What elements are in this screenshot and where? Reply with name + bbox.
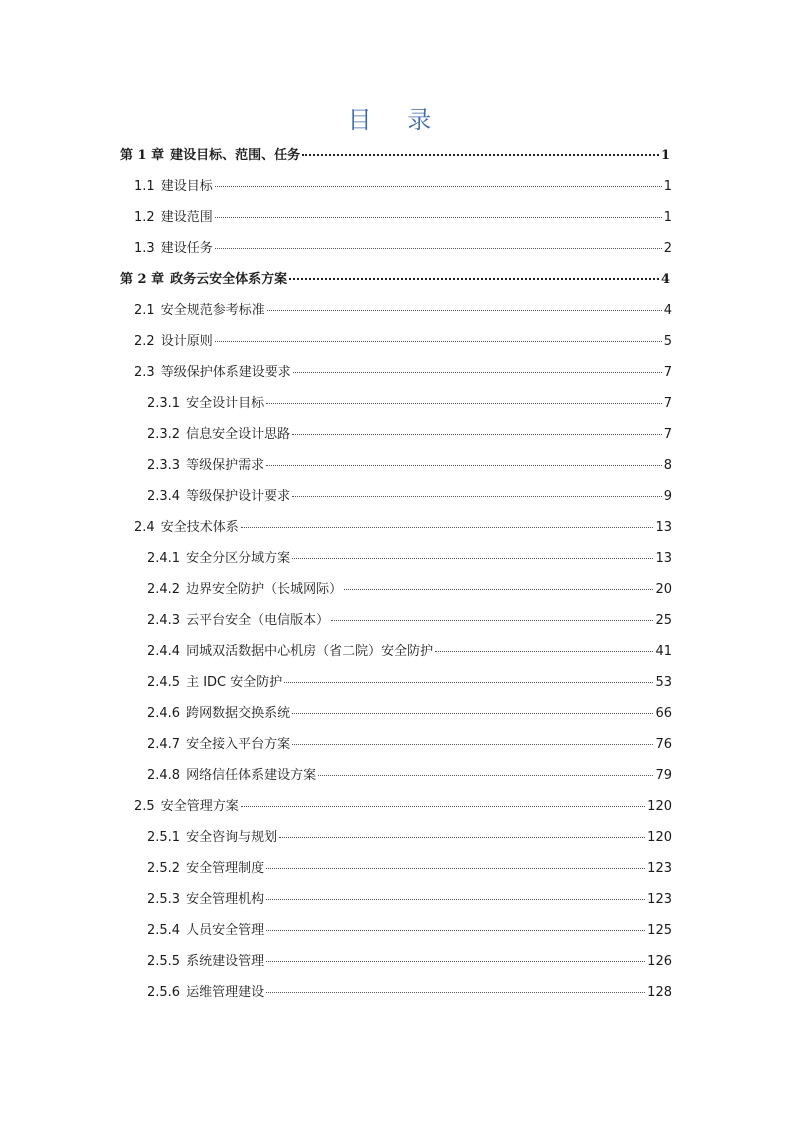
- dot-leader: [435, 651, 653, 652]
- toc-page-number: 9: [663, 489, 672, 504]
- toc-entry-number: 2.4.3: [147, 613, 181, 628]
- toc-section-entry[interactable]: [147, 952, 672, 972]
- toc-entry-number: 2.3.1: [147, 396, 181, 411]
- toc-page-number: 8: [663, 458, 672, 473]
- toc-title: 目 录: [347, 106, 446, 134]
- toc-entry-title: 建设任务: [160, 241, 213, 256]
- toc-entry-number: 2.4.5: [147, 675, 181, 690]
- dot-leader: [344, 589, 653, 590]
- toc-entry-number: 2.5.3: [147, 892, 181, 907]
- toc-entry-number: 2.3.4: [147, 489, 181, 504]
- dot-leader: [266, 992, 645, 993]
- dot-leader: [331, 620, 653, 621]
- toc-section-entry[interactable]: [147, 673, 672, 693]
- toc-page-number: 7: [663, 427, 672, 442]
- toc-entry-title: 运维管理建设: [186, 985, 265, 1000]
- toc-section-entry[interactable]: [147, 735, 672, 755]
- toc-section-entry[interactable]: [134, 239, 672, 259]
- toc-entry-number: 2.3: [134, 365, 155, 380]
- toc-entry-number: 2.5.4: [147, 923, 181, 938]
- toc-section-entry[interactable]: [147, 549, 672, 569]
- toc-entry-number: 2.5: [134, 799, 155, 814]
- toc-entry-title: 网络信任体系建设方案: [186, 768, 317, 783]
- toc-page-number: 1: [663, 210, 672, 225]
- toc-entry-number: 2.5.5: [147, 954, 181, 969]
- toc-entry-title: 安全接入平台方案: [186, 737, 291, 752]
- toc-section-entry[interactable]: [147, 456, 672, 476]
- toc-entry-title: 边界安全防护（长城网际）: [186, 582, 343, 597]
- toc-page-number: 66: [655, 706, 672, 721]
- toc-entry-title: 安全管理机构: [186, 892, 265, 907]
- toc-entry-number: 2.4.2: [147, 582, 181, 597]
- toc-page-number: 123: [647, 892, 672, 907]
- toc-entry-title: 跨网数据交换系统: [186, 706, 291, 721]
- toc-entry-title: 安全分区分域方案: [186, 551, 291, 566]
- dot-leader: [292, 434, 662, 435]
- toc-page-number: 25: [655, 613, 672, 628]
- toc-section-entry[interactable]: [147, 611, 672, 631]
- toc-entry-number: 2.4.8: [147, 768, 181, 783]
- toc-page-number: 120: [647, 830, 672, 845]
- toc-entry-title: 建设范围: [160, 210, 213, 225]
- toc-entry-title: 安全设计目标: [186, 396, 265, 411]
- toc-page-number: 13: [655, 551, 672, 566]
- toc-section-entry[interactable]: [147, 859, 672, 879]
- toc-entry-title: 云平台安全（电信版本）: [186, 613, 330, 628]
- toc-page-number: 4: [660, 272, 670, 287]
- toc-section-entry[interactable]: [147, 394, 672, 414]
- toc-entry-number: 2.1: [134, 303, 155, 318]
- toc-page-number: 20: [655, 582, 672, 597]
- toc-section-entry[interactable]: [134, 301, 672, 321]
- toc-page-number: 7: [663, 365, 672, 380]
- dot-leader: [292, 744, 653, 745]
- toc-entry-title: 安全技术体系: [160, 520, 239, 535]
- dot-leader: [292, 558, 653, 559]
- toc-entry-number: 1.1: [134, 179, 155, 194]
- dot-leader: [266, 930, 645, 931]
- toc-entry-number: 2.4.4: [147, 644, 181, 659]
- dot-leader: [284, 682, 653, 683]
- toc-page-number: 2: [663, 241, 672, 256]
- toc-section-entry[interactable]: [134, 363, 672, 383]
- toc-entry-number: 2.5.1: [147, 830, 181, 845]
- dot-leader: [266, 961, 645, 962]
- toc-section-entry[interactable]: [147, 921, 672, 941]
- toc-page-number: 125: [647, 923, 672, 938]
- toc-page-number: 5: [663, 334, 672, 349]
- toc-page-number: 126: [647, 954, 672, 969]
- toc-chapter-entry[interactable]: [120, 270, 670, 290]
- toc-page-number: 1: [660, 148, 670, 163]
- toc-entry-title: 安全管理方案: [160, 799, 239, 814]
- toc-section-entry[interactable]: [147, 828, 672, 848]
- toc-entry-number: 2.5.6: [147, 985, 181, 1000]
- dot-leader: [318, 775, 653, 776]
- toc-entry-title: 信息安全设计思路: [186, 427, 291, 442]
- toc-page-number: 13: [655, 520, 672, 535]
- toc-entry-number: 2.4.6: [147, 706, 181, 721]
- dot-leader: [292, 496, 662, 497]
- toc-entry-title: 建设目标: [160, 179, 213, 194]
- toc-page-number: 41: [655, 644, 672, 659]
- toc-section-entry[interactable]: [147, 766, 672, 786]
- dot-leader: [215, 186, 662, 187]
- toc-page-number: 4: [663, 303, 672, 318]
- toc-entry-number: 1.2: [134, 210, 155, 225]
- toc-section-entry[interactable]: [147, 642, 672, 662]
- dot-leader: [266, 465, 662, 466]
- toc-section-entry[interactable]: [147, 704, 672, 724]
- dot-leader: [293, 372, 662, 373]
- dot-leader: [215, 248, 662, 249]
- toc-section-entry[interactable]: [134, 797, 672, 817]
- toc-entry-title: 安全管理制度: [186, 861, 265, 876]
- toc-section-entry[interactable]: [147, 425, 672, 445]
- dot-leader: [266, 899, 645, 900]
- toc-entry-number: 2.4: [134, 520, 155, 535]
- toc-entry-number: 2.3.3: [147, 458, 181, 473]
- toc-entry-title: 系统建设管理: [186, 954, 265, 969]
- dot-leader: [215, 341, 662, 342]
- toc-entry-title: 建设目标、范围、任务: [170, 148, 301, 163]
- toc-page-number: 53: [655, 675, 672, 690]
- toc-section-entry[interactable]: [147, 890, 672, 910]
- toc-entry-number: 2.2: [134, 334, 155, 349]
- toc-page-number: 123: [647, 861, 672, 876]
- toc-entry-title: 政务云安全体系方案: [170, 272, 288, 287]
- toc-entry-title: 主 IDC 安全防护: [186, 675, 283, 690]
- dot-leader: [292, 713, 653, 714]
- toc-entry-title: 等级保护需求: [186, 458, 265, 473]
- toc-entry-title: 人员安全管理: [186, 923, 265, 938]
- dot-leader: [241, 806, 645, 807]
- toc-entry-title: 安全规范参考标准: [160, 303, 265, 318]
- toc-entry-title: 同城双活数据中心机房（省二院）安全防护: [186, 644, 434, 659]
- toc-entry-title: 安全咨询与规划: [186, 830, 278, 845]
- toc-entry-number: 2.4.7: [147, 737, 181, 752]
- toc-page-number: 1: [663, 179, 672, 194]
- dot-leader: [302, 154, 659, 156]
- toc-section-entry[interactable]: [147, 580, 672, 600]
- dot-leader: [266, 403, 662, 404]
- dot-leader: [267, 310, 662, 311]
- dot-leader: [289, 278, 659, 280]
- toc-entry-title: 等级保护体系建设要求: [160, 365, 291, 380]
- toc-page-number: 128: [647, 985, 672, 1000]
- toc-page-number: 79: [655, 768, 672, 783]
- dot-leader: [266, 868, 645, 869]
- toc-chapter-entry[interactable]: [120, 146, 670, 166]
- toc-section-entry[interactable]: [134, 332, 672, 352]
- toc-section-entry[interactable]: [134, 518, 672, 538]
- toc-entry-number: 第 1 章: [120, 148, 165, 163]
- toc-entry-number: 2.4.1: [147, 551, 181, 566]
- toc-section-entry[interactable]: [147, 487, 672, 507]
- toc-entry-number: 2.5.2: [147, 861, 181, 876]
- toc-section-entry[interactable]: [147, 983, 672, 1003]
- toc-section-entry[interactable]: [134, 177, 672, 197]
- toc-entry-number: 1.3: [134, 241, 155, 256]
- toc-entry-title: 等级保护设计要求: [186, 489, 291, 504]
- toc-section-entry[interactable]: [134, 208, 672, 228]
- toc-page-number: 76: [655, 737, 672, 752]
- dot-leader: [241, 527, 654, 528]
- toc-entry-number: 第 2 章: [120, 272, 165, 287]
- dot-leader: [215, 217, 662, 218]
- toc-page-number: 120: [647, 799, 672, 814]
- toc-entry-title: 设计原则: [160, 334, 213, 349]
- toc-entry-number: 2.3.2: [147, 427, 181, 442]
- dot-leader: [279, 837, 645, 838]
- toc-page-number: 7: [663, 396, 672, 411]
